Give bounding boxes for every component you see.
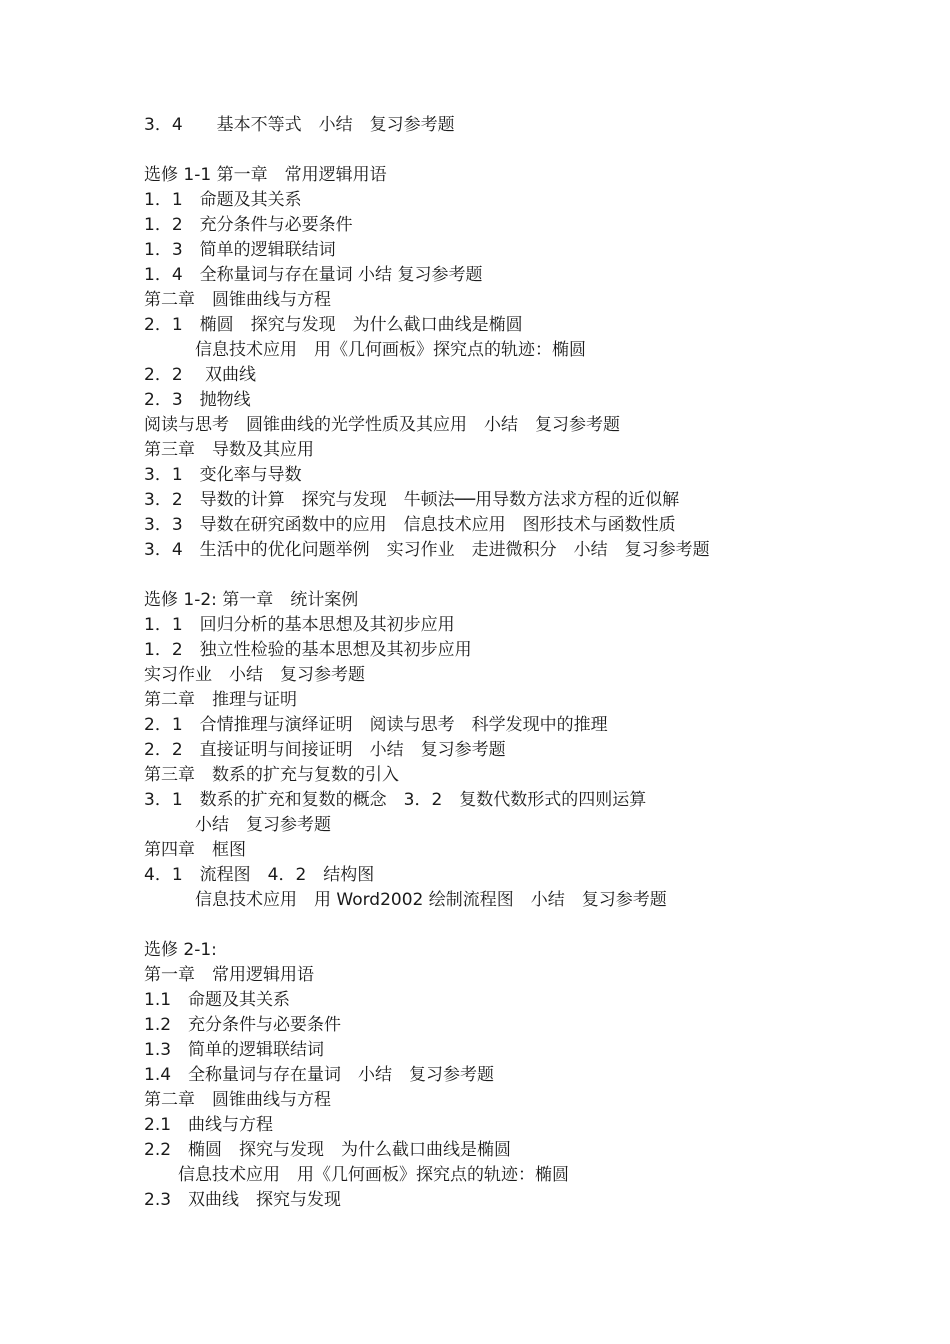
toc-line: 2．2 直接证明与间接证明 小结 复习参考题	[144, 740, 506, 760]
table-of-contents	[144, 113, 904, 1213]
toc-line: 1．4 全称量词与存在量词 小结 复习参考题	[144, 265, 483, 285]
toc-line: 1．3 简单的逻辑联结词	[144, 240, 336, 260]
toc-line: 1.3 简单的逻辑联结词	[144, 1040, 325, 1060]
toc-line	[144, 138, 904, 163]
toc-line	[144, 563, 904, 588]
toc-line: 第一章 常用逻辑用语	[144, 965, 314, 985]
toc-line: 选修 1-2: 第一章 统计案例	[144, 590, 359, 610]
toc-line: 信息技术应用 用 Word2002 绘制流程图 小结 复习参考题	[144, 890, 667, 910]
toc-line: 第二章 圆锥曲线与方程	[144, 290, 331, 310]
toc-line: 1.2 充分条件与必要条件	[144, 1015, 342, 1035]
toc-line: 2．1 合情推理与演绎证明 阅读与思考 科学发现中的推理	[144, 715, 608, 735]
toc-line: 2.1 曲线与方程	[144, 1115, 274, 1135]
toc-line: 1．2 独立性检验的基本思想及其初步应用	[144, 640, 472, 660]
toc-line: 2．1 椭圆 探究与发现 为什么截口曲线是椭圆	[144, 315, 523, 335]
toc-line: 2.2 椭圆 探究与发现 为什么截口曲线是椭圆	[144, 1140, 512, 1160]
toc-line: 1．1 回归分析的基本思想及其初步应用	[144, 615, 455, 635]
toc-line: 第四章 框图	[144, 840, 246, 860]
toc-line: 选修 2-1:	[144, 940, 217, 960]
toc-line: 1．2 充分条件与必要条件	[144, 215, 353, 235]
toc-line: 第二章 推理与证明	[144, 690, 297, 710]
toc-line: 3．3 导数在研究函数中的应用 信息技术应用 图形技术与函数性质	[144, 515, 676, 535]
toc-line: 4．1 流程图 4．2 结构图	[144, 865, 375, 885]
toc-line: 3．1 变化率与导数	[144, 465, 302, 485]
toc-line: 第三章 导数及其应用	[144, 440, 314, 460]
toc-line: 2．3 抛物线	[144, 390, 251, 410]
toc-line: 阅读与思考 圆锥曲线的光学性质及其应用 小结 复习参考题	[144, 415, 620, 435]
toc-line: 2．2 双曲线	[144, 365, 257, 385]
toc-line: 信息技术应用 用《几何画板》探究点的轨迹：椭圆	[144, 1165, 569, 1185]
toc-line: 1.1 命题及其关系	[144, 990, 291, 1010]
toc-line: 1.4 全称量词与存在量词 小结 复习参考题	[144, 1065, 495, 1085]
toc-line: 实习作业 小结 复习参考题	[144, 665, 365, 685]
toc-line: 第二章 圆锥曲线与方程	[144, 1090, 331, 1110]
toc-line: 小结 复习参考题	[144, 815, 331, 835]
toc-line: 3．2 导数的计算 探究与发现 牛顿法──用导数方法求方程的近似解	[144, 490, 680, 510]
toc-line: 第三章 数系的扩充与复数的引入	[144, 765, 399, 785]
toc-line: 选修 1-1 第一章 常用逻辑用语	[144, 165, 387, 185]
toc-line: 3．4 生活中的优化问题举例 实习作业 走进微积分 小结 复习参考题	[144, 540, 710, 560]
toc-line: 信息技术应用 用《几何画板》探究点的轨迹：椭圆	[144, 340, 586, 360]
toc-line: 3．4 基本不等式 小结 复习参考题	[144, 115, 455, 135]
toc-line: 1．1 命题及其关系	[144, 190, 302, 210]
toc-line	[144, 913, 904, 938]
toc-line: 2.3 双曲线 探究与发现	[144, 1190, 342, 1210]
toc-line: 3．1 数系的扩充和复数的概念 3．2 复数代数形式的四则运算	[144, 790, 647, 810]
